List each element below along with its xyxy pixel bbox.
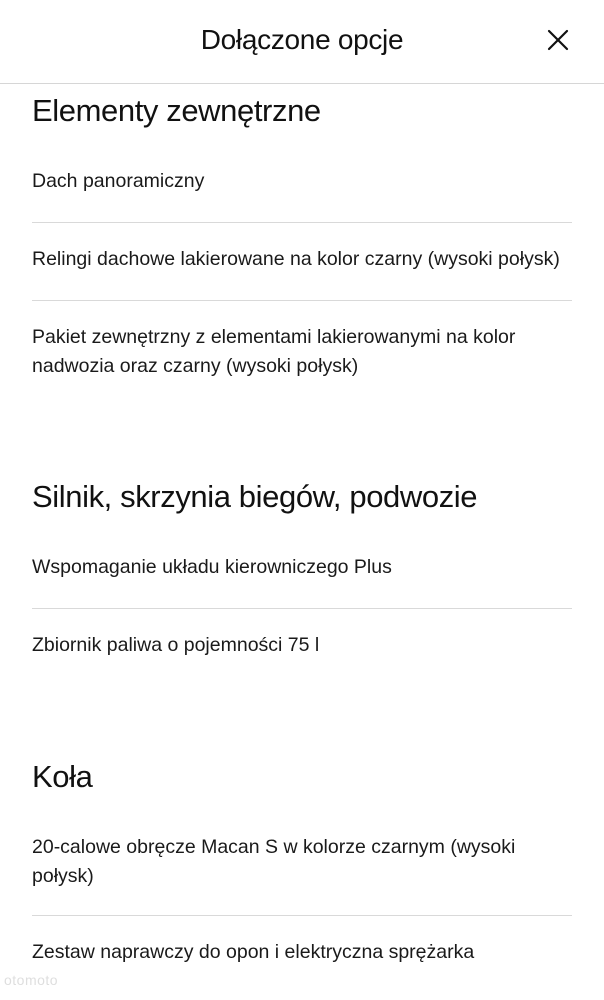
option-item: Zbiornik paliwa o pojemności 75 l	[32, 634, 320, 656]
option-item: Zestaw naprawczy do opon i elektryczna sprężarka	[32, 941, 475, 963]
divider	[32, 300, 572, 301]
modal-title: Dołączone opcje	[200, 24, 404, 55]
option-item: Relingi dachowe lakierowane na kolor czarny (wysoki połysk)	[32, 248, 560, 270]
option-item: Dach panoramiczny	[32, 170, 205, 192]
section-heading-drivetrain: Silnik, skrzynia biegów, podwozie	[32, 479, 478, 514]
close-button[interactable]	[540, 22, 576, 58]
section-heading-wheels: Koła	[32, 759, 93, 794]
watermark: otomoto	[4, 972, 59, 988]
option-item: 20-calowe obręcze Macan S w kolorze czarnym (wysoki połysk)	[32, 836, 516, 887]
section-heading-exterior: Elementy zewnętrzne	[32, 93, 321, 128]
divider	[32, 608, 572, 609]
divider	[32, 915, 572, 916]
divider	[32, 222, 572, 223]
option-item: Wspomaganie układu kierowniczego Plus	[32, 556, 392, 578]
close-icon	[540, 22, 576, 58]
modal-header	[0, 0, 604, 84]
option-item: Pakiet zewnętrzny z elementami lakierowanymi na kolor nadwozia oraz czarny (wysoki połysk)	[32, 326, 516, 377]
